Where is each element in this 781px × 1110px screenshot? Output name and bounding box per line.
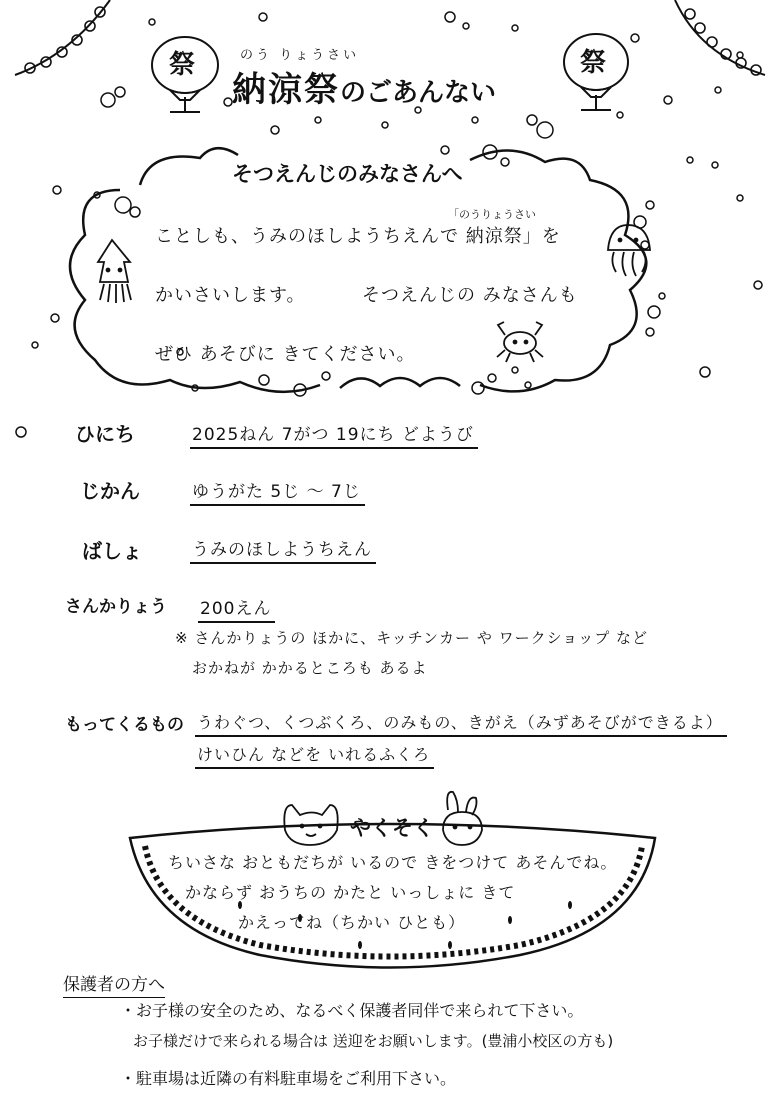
- place-value: うみのほしようちえん: [190, 535, 376, 564]
- greeting-line-2b: そつえんじの みなさんも: [362, 285, 578, 306]
- guardian-heading: 保護者の方へ: [63, 970, 165, 998]
- time-value: ゆうがた 5じ ～ 7じ: [190, 477, 365, 506]
- crab-icon: [497, 322, 543, 362]
- page-title: [232, 62, 496, 111]
- promise-line-1: ちいさな おともだちが いるので きをつけて あそんでね。: [168, 853, 618, 872]
- jellyfish-icon: [608, 225, 650, 276]
- greeting-ruby: 「のうりょうさい: [448, 208, 536, 221]
- time-label: じかん: [80, 479, 140, 503]
- fee-value: 200えん: [198, 594, 275, 623]
- greeting-line-1b: 納涼祭」を: [465, 226, 561, 247]
- fee-note-line-2: おかねが かかるところも あるよ: [192, 659, 428, 677]
- promise-line-3: かえってね（ちかい ひとも）: [238, 913, 466, 932]
- date-value: 2025ねん 7がつ 19にち どようび: [190, 420, 478, 449]
- guardian-line-2: お子様だけで来られる場合は 送迎をお願いします。(豊浦小校区の方も): [133, 1032, 614, 1050]
- greeting-heading: そつえんじのみなさんへ: [232, 162, 463, 186]
- promise-title: やくそく: [350, 816, 434, 840]
- greeting-line-2a: かいさいします。: [155, 285, 306, 306]
- guardian-line-1: ・お子様の安全のため、なるべく保護者同伴で来られて下さい。: [120, 1001, 584, 1020]
- garland-string-right: [675, 0, 765, 75]
- place-label: ばしょ: [82, 539, 142, 563]
- guardian-line-3: ・駐車場は近隣の有料駐車場をご利用下さい。: [120, 1069, 457, 1088]
- promise-line-2: かならず おうちの かたと いっしょに きて: [185, 883, 516, 902]
- greeting-line-1: [155, 222, 561, 248]
- fee-label: さんかりょう: [65, 597, 167, 617]
- cloud-wave: [340, 378, 460, 388]
- items-value-line-2: けいひん などを いれるふくろ: [195, 742, 434, 769]
- title-ruby: のう りょうさい: [240, 48, 360, 63]
- date-label: ひにち: [75, 422, 135, 446]
- fan-left-char: 祭: [169, 50, 196, 80]
- squid-icon: [98, 240, 131, 303]
- rabbit-icon: [443, 792, 482, 845]
- items-label: もってくるもの: [65, 715, 184, 735]
- title-sub: のごあんない: [340, 78, 497, 108]
- greeting-line-3: ぜひ あそびに きてください。: [155, 344, 416, 365]
- title-main: 納涼祭: [232, 70, 340, 110]
- fan-right-char: 祭: [580, 48, 607, 78]
- fee-note-line-1: ※ さんかりょうの ほかに、キッチンカー や ワークショップ など: [175, 629, 649, 647]
- greeting-line-1a: ことしも、うみのほしようちえんで: [155, 226, 459, 247]
- items-value-line-1: うわぐつ、くつぶくろ、のみもの、きがえ（みずあそびができるよ）: [195, 710, 727, 737]
